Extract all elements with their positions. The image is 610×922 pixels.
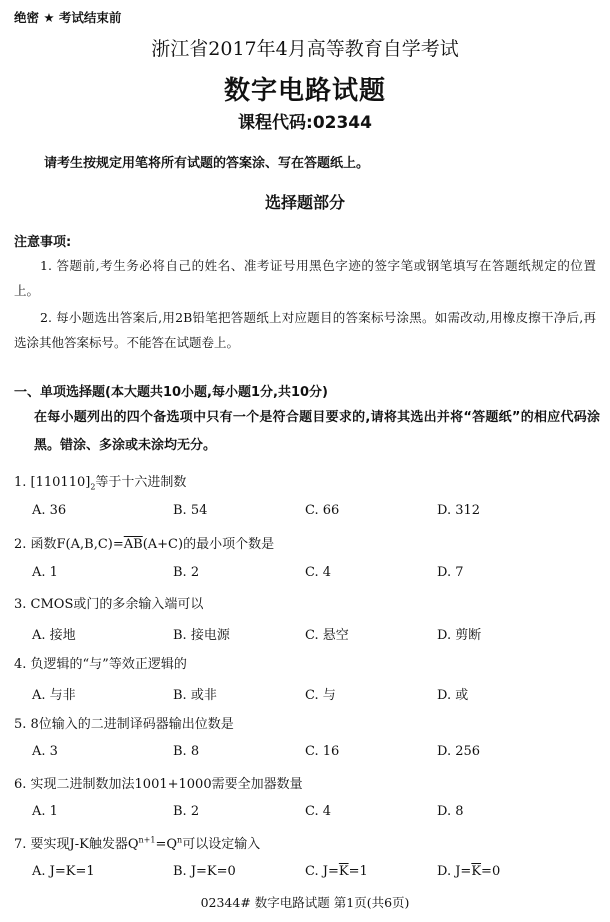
answer-instruction: 请考生按规定用笔将所有试题的答案涂、写在答题纸上。: [44, 156, 370, 171]
option-d: D. 或: [437, 688, 469, 703]
notes-heading: 注意事项:: [14, 235, 72, 250]
option-d: D. 剪断: [437, 628, 482, 643]
question-7: [14, 833, 260, 852]
option-c: C. 4: [305, 565, 332, 580]
question-text: 2. 函数F(A,B,C)=: [14, 537, 124, 552]
section-description: 在每小题列出的四个备选项中只有一个是符合题目要求的,请将其选出并将“答题纸”的相应代码涂黑。错涂、多涂或未涂均无分。: [34, 410, 600, 453]
course-code: 课程代码:02344: [238, 113, 372, 133]
option-a: A. 1: [32, 565, 58, 580]
question-1: [14, 471, 186, 492]
question-5: 5. 8位输入的二进制译码器输出位数是: [14, 717, 234, 732]
option-b: B. 或非: [173, 688, 217, 703]
question-text: =Q: [155, 837, 178, 852]
option-b: [173, 864, 236, 879]
question-text: 7. 要实现J-K触发器Q: [14, 837, 139, 852]
part-title: 选择题部分: [264, 193, 345, 212]
option-b: B. 2: [173, 804, 200, 819]
option-a: A. 1: [32, 804, 58, 819]
option-d: D. 7: [437, 565, 464, 580]
option-text: D. J=: [437, 864, 472, 879]
question-text: (A+C)的最小项个数是: [142, 537, 275, 552]
secret-mark: 绝密 ★ 考试结束前: [14, 10, 122, 25]
option-c: C. 16: [305, 744, 340, 759]
option-b: B. 2: [173, 565, 200, 580]
option-text: =1: [348, 864, 368, 879]
exam-title: 浙江省2017年4月高等教育自学考试: [151, 38, 459, 60]
option-a: A. 接地: [32, 628, 76, 643]
subject-title: 数字电路试题: [223, 76, 386, 106]
option-c: C. 4: [305, 804, 332, 819]
section-heading: 一、单项选择题(本大题共10小题,每小题1分,共10分): [14, 385, 328, 400]
option-a: A. 36: [32, 503, 67, 518]
option-text: =0: [481, 864, 501, 879]
question-6: 6. 实现二进制数加法1001+1000需要全加器数量: [14, 777, 303, 792]
option-text: A. J=K=1: [32, 864, 95, 879]
option-d: D. 256: [437, 744, 481, 759]
note-item: 2. 每小题选出答案后,用2B铅笔把答题纸上对应题目的答案标号涂黑。如需改动,用橡皮擦干净后,再选涂其他答案标号。不能答在试题卷上。: [14, 310, 596, 350]
option-c: C. 与: [305, 688, 336, 703]
page-footer: 02344# 数字电路试题 第1页(共6页): [200, 895, 410, 910]
base-subscript: 2: [90, 482, 96, 492]
option-b: B. 8: [173, 744, 200, 759]
option-a: [32, 864, 95, 879]
option-a: A. 3: [32, 744, 58, 759]
question-text: 等于十六进制数: [95, 475, 187, 490]
option-a: A. 与非: [32, 688, 76, 703]
option-d: D. 312: [437, 503, 481, 518]
option-d: [437, 864, 500, 879]
question-3: 3. CMOS或门的多余输入端可以: [14, 597, 204, 612]
overbar-term: $\overline{K}$: [338, 864, 349, 879]
superscript: n+1: [138, 835, 156, 845]
question-text: 可以设定输入: [182, 837, 261, 852]
note-item: 1. 答题前,考生务必将自己的姓名、准考证号用黑色字迹的签字笔或钢笔填写在答题纸规定的位置上。: [14, 258, 596, 298]
option-text: B. J=K=0: [173, 864, 236, 879]
option-b: B. 接电源: [173, 628, 230, 643]
option-c: C. 66: [305, 503, 340, 518]
question-4: 4. 负逻辑的“与”等效正逻辑的: [14, 657, 187, 672]
option-b: B. 54: [173, 503, 208, 518]
option-text: C. J=: [305, 864, 339, 879]
option-d: D. 8: [437, 804, 464, 819]
superscript: n: [177, 835, 183, 845]
overbar-term: $\overline{AB}$: [123, 537, 143, 552]
question-2: [14, 533, 274, 552]
overbar-term: $\overline{K}$: [471, 864, 482, 879]
option-c: C. 悬空: [305, 628, 349, 643]
option-c: [305, 864, 368, 879]
question-text: 1. [110110]: [14, 475, 91, 490]
